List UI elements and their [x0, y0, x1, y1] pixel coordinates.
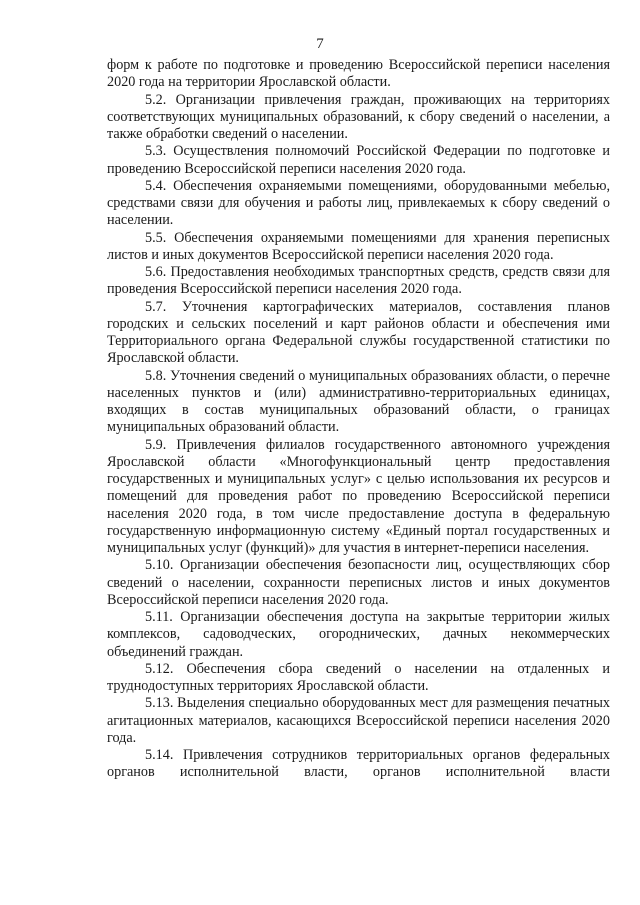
- paragraph-5-11: 5.11. Организации обеспечения доступа на закрытые территории жилых комплексов, садоводческих, огороднических, дачных некоммерческих объединений граждан.: [107, 609, 610, 660]
- page-number: 7: [316, 36, 324, 52]
- document-body: [107, 57, 610, 782]
- paragraph-5-6: 5.6. Предоставления необходимых транспортных средств, средств связи для проведения Всероссийской переписи населения 2020 года.: [107, 264, 610, 298]
- paragraph-5-4: 5.4. Обеспечения охраняемыми помещениями, оборудованными мебелью, средствами связи для обучения и работы лиц, привлекаемых к сбору сведений о населении.: [107, 177, 610, 229]
- paragraph-5-9: 5.9. Привлечения филиалов государственного автономного учреждения Ярославской области «Многофункциональный центр предоставления государственных и муниципальных услуг» с целью использования их ресурсов и помещений для проведения работ по проведению Всероссийской переписи населения 2020 года, в том числе предоставление доступа в федеральную государственную информационную систему «Единый портал государственных и муниципальных услуг (функций)» для участия в интернет-переписи населения.: [107, 436, 610, 556]
- paragraph-5-7: 5.7. Уточнения картографических материалов, составления планов городских и сельских поселений и карт районов области и обеспечения ими Территориального органа Федеральной службы государственной статистики по Ярославской области.: [107, 298, 610, 367]
- paragraph-5-10: 5.10. Организации обеспечения безопасности лиц, осуществляющих сбор сведений о населении, сохранности переписных листов и иных документов Всероссийской переписи населения 2020 года.: [107, 557, 610, 608]
- paragraph-5-2: 5.2. Организации привлечения граждан, проживающих на территориях соответствующих муниципальных образований, к сбору сведений о населении, а также обработки сведений о населении.: [107, 91, 610, 142]
- paragraph-5-8: 5.8. Уточнения сведений о муниципальных образованиях области, о перечне населенных пунктов и (или) административно-территориальных единицах, входящих в состав муниципальных образований области, о границах муниципальных образований области.: [107, 367, 610, 436]
- paragraph-continuation: форм к работе по подготовке и проведению Всероссийской переписи населения 2020 года на территории Ярославской области.: [107, 57, 610, 91]
- paragraph-5-3: 5.3. Осуществления полномочий Российской Федерации по подготовке и проведению Всероссийской переписи населения 2020 года.: [107, 143, 610, 177]
- paragraph-5-14: 5.14. Привлечения сотрудников территориальных органов федеральных органов исполнительной власти, органов исполнительной власти: [107, 747, 610, 781]
- paragraph-5-12: 5.12. Обеспечения сбора сведений о населении на отдаленных и труднодоступных территориях Ярославской области.: [107, 660, 610, 694]
- paragraph-5-13: 5.13. Выделения специально оборудованных мест для размещения печатных агитационных материалов, касающихся Всероссийской переписи населения 2020 года.: [107, 695, 610, 746]
- paragraph-5-5: 5.5. Обеспечения охраняемыми помещениями для хранения переписных листов и иных документов Всероссийской переписи населения 2020 года.: [107, 229, 610, 263]
